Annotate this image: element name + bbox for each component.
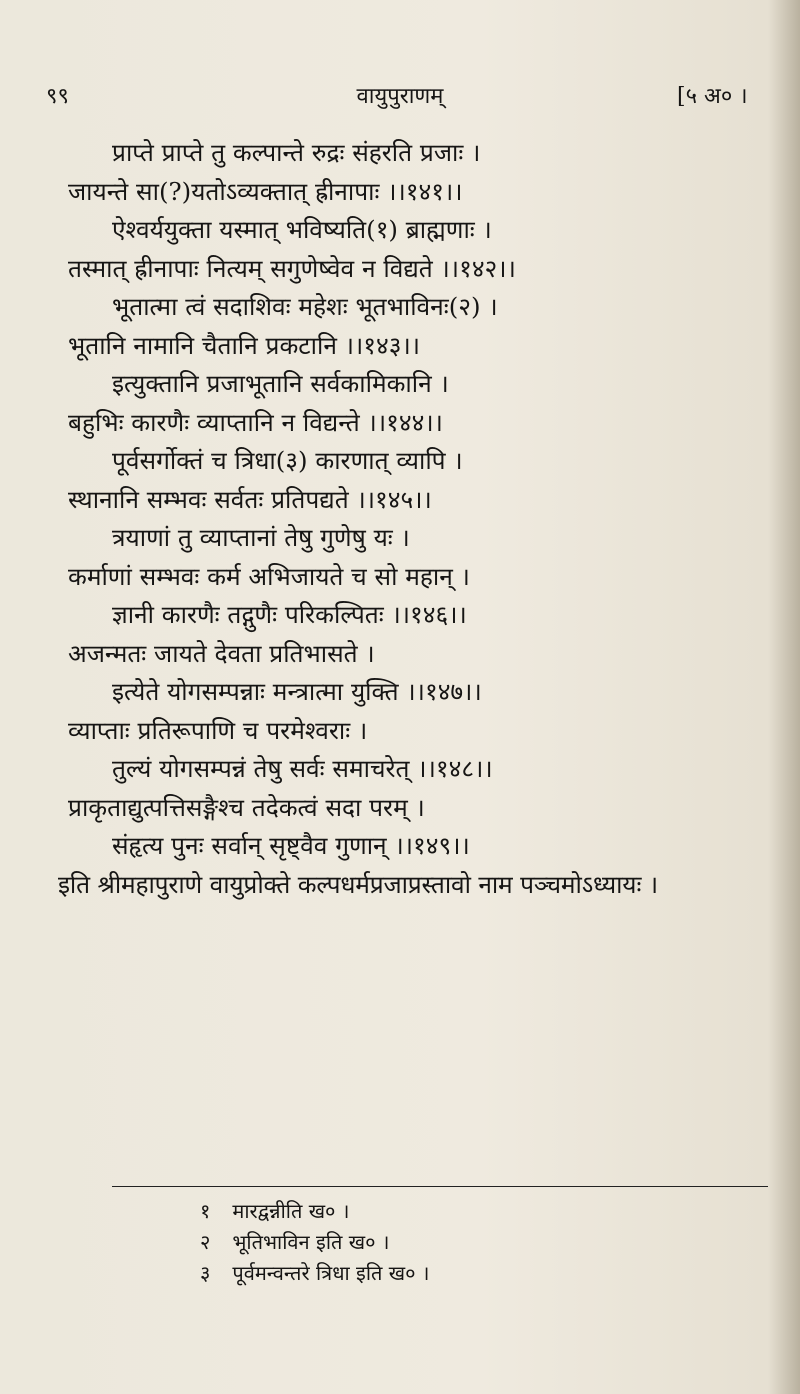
footnote-number: १ <box>200 1199 211 1223</box>
footnote <box>200 1227 700 1258</box>
verse-body <box>58 134 736 904</box>
footnote-text: मारद्वन्नीति ख० । <box>232 1199 350 1223</box>
verse <box>68 442 736 519</box>
verse-line: भूतानि नामानि चैतानि प्रकटानि ।।१४३।। <box>68 330 421 360</box>
verse-line: भूतात्मा त्वं सदाशिवः महेशः भूतभाविनः(२) । <box>112 292 498 321</box>
verse <box>68 596 736 673</box>
verse-line: ऐश्वर्ययुक्ता यस्मात् भविष्यति(१) ब्राह्मणाः । <box>112 215 492 244</box>
verse <box>68 673 736 750</box>
verse <box>68 134 736 211</box>
verse <box>68 211 736 288</box>
verse-line: प्राकृताद्युत्पत्तिसङ्गैश्च तदेकत्वं सदा परम् । <box>68 792 425 822</box>
verse-line: पूर्वसर्गोक्तं च त्रिधा(३) कारणात् व्यापि । <box>112 446 463 475</box>
footnote <box>200 1258 700 1289</box>
page-number: ९९ <box>46 84 69 109</box>
verse <box>68 750 736 827</box>
verse <box>68 288 736 365</box>
verse-line: संहृत्य पुनः सर्वान् सृष्ट्वैव गुणान् ।।१४९।। <box>112 831 470 860</box>
page-header <box>0 80 800 120</box>
verse-line: ज्ञानी कारणैः तद्गुणैः परिकल्पितः ।।१४६।। <box>112 600 467 629</box>
verse-line: जायन्ते सा(?)यतोऽव्यक्तात् ह्रीनापाः ।।१४१।। <box>68 176 463 206</box>
verse-line: इत्युक्तानि प्रजाभूतानि सर्वकामिकानि । <box>112 369 449 398</box>
verse-line: बहुभिः कारणैः व्याप्तानि न विद्यन्ते ।।१४४।। <box>68 407 443 437</box>
verse <box>68 827 736 866</box>
verse-line: कर्माणां सम्भवः कर्म अभिजायते च सो महान् । <box>68 561 470 591</box>
footnote <box>200 1196 700 1227</box>
verse-line: व्याप्ताः प्रतिरूपाणि च परमेश्वराः । <box>68 715 368 745</box>
footnote-text: पूर्वमन्वन्तरे त्रिधा इति ख० । <box>232 1261 430 1285</box>
verse-line: त्रयाणां तु व्याप्तानां तेषु गुणेषु यः । <box>112 523 410 552</box>
footnote-number: ३ <box>200 1261 211 1285</box>
verse-line: प्राप्ते प्राप्ते तु कल्पान्ते रुद्रः संहरति प्रजाः । <box>112 138 481 167</box>
chapter-colophon: इति श्रीमहापुराणे वायुप्रोक्ते कल्पधर्मप्रजाप्रस्तावो नाम पञ्चमोऽध्यायः । <box>58 869 658 899</box>
footnote-text: भूतिभाविन इति ख० । <box>232 1230 390 1254</box>
running-title: वायुपुराणम् <box>356 84 444 109</box>
verse-line: स्थानानि सम्भवः सर्वतः प्रतिपद्यते ।।१४५।। <box>68 484 432 514</box>
footnote-number: २ <box>200 1230 211 1254</box>
footnotes <box>200 1196 700 1289</box>
verse-line: तुल्यं योगसम्पन्नं तेषु सर्वः समाचरेत् ।।१४८।। <box>112 754 493 783</box>
verse <box>68 519 736 596</box>
verse <box>68 365 736 442</box>
verse-line: तस्मात् ह्रीनापाः नित्यम् सगुणेष्वेव न विद्यते ।।१४२।। <box>68 253 516 283</box>
section-reference: [५ अ० । <box>677 84 748 109</box>
verse-line: इत्येते योगसम्पन्नाः मन्त्रात्मा युक्ति ।।१४७।। <box>112 677 482 706</box>
footnote-divider <box>112 1186 768 1187</box>
verse-line: अजन्मतः जायते देवता प्रतिभासते । <box>68 638 375 668</box>
